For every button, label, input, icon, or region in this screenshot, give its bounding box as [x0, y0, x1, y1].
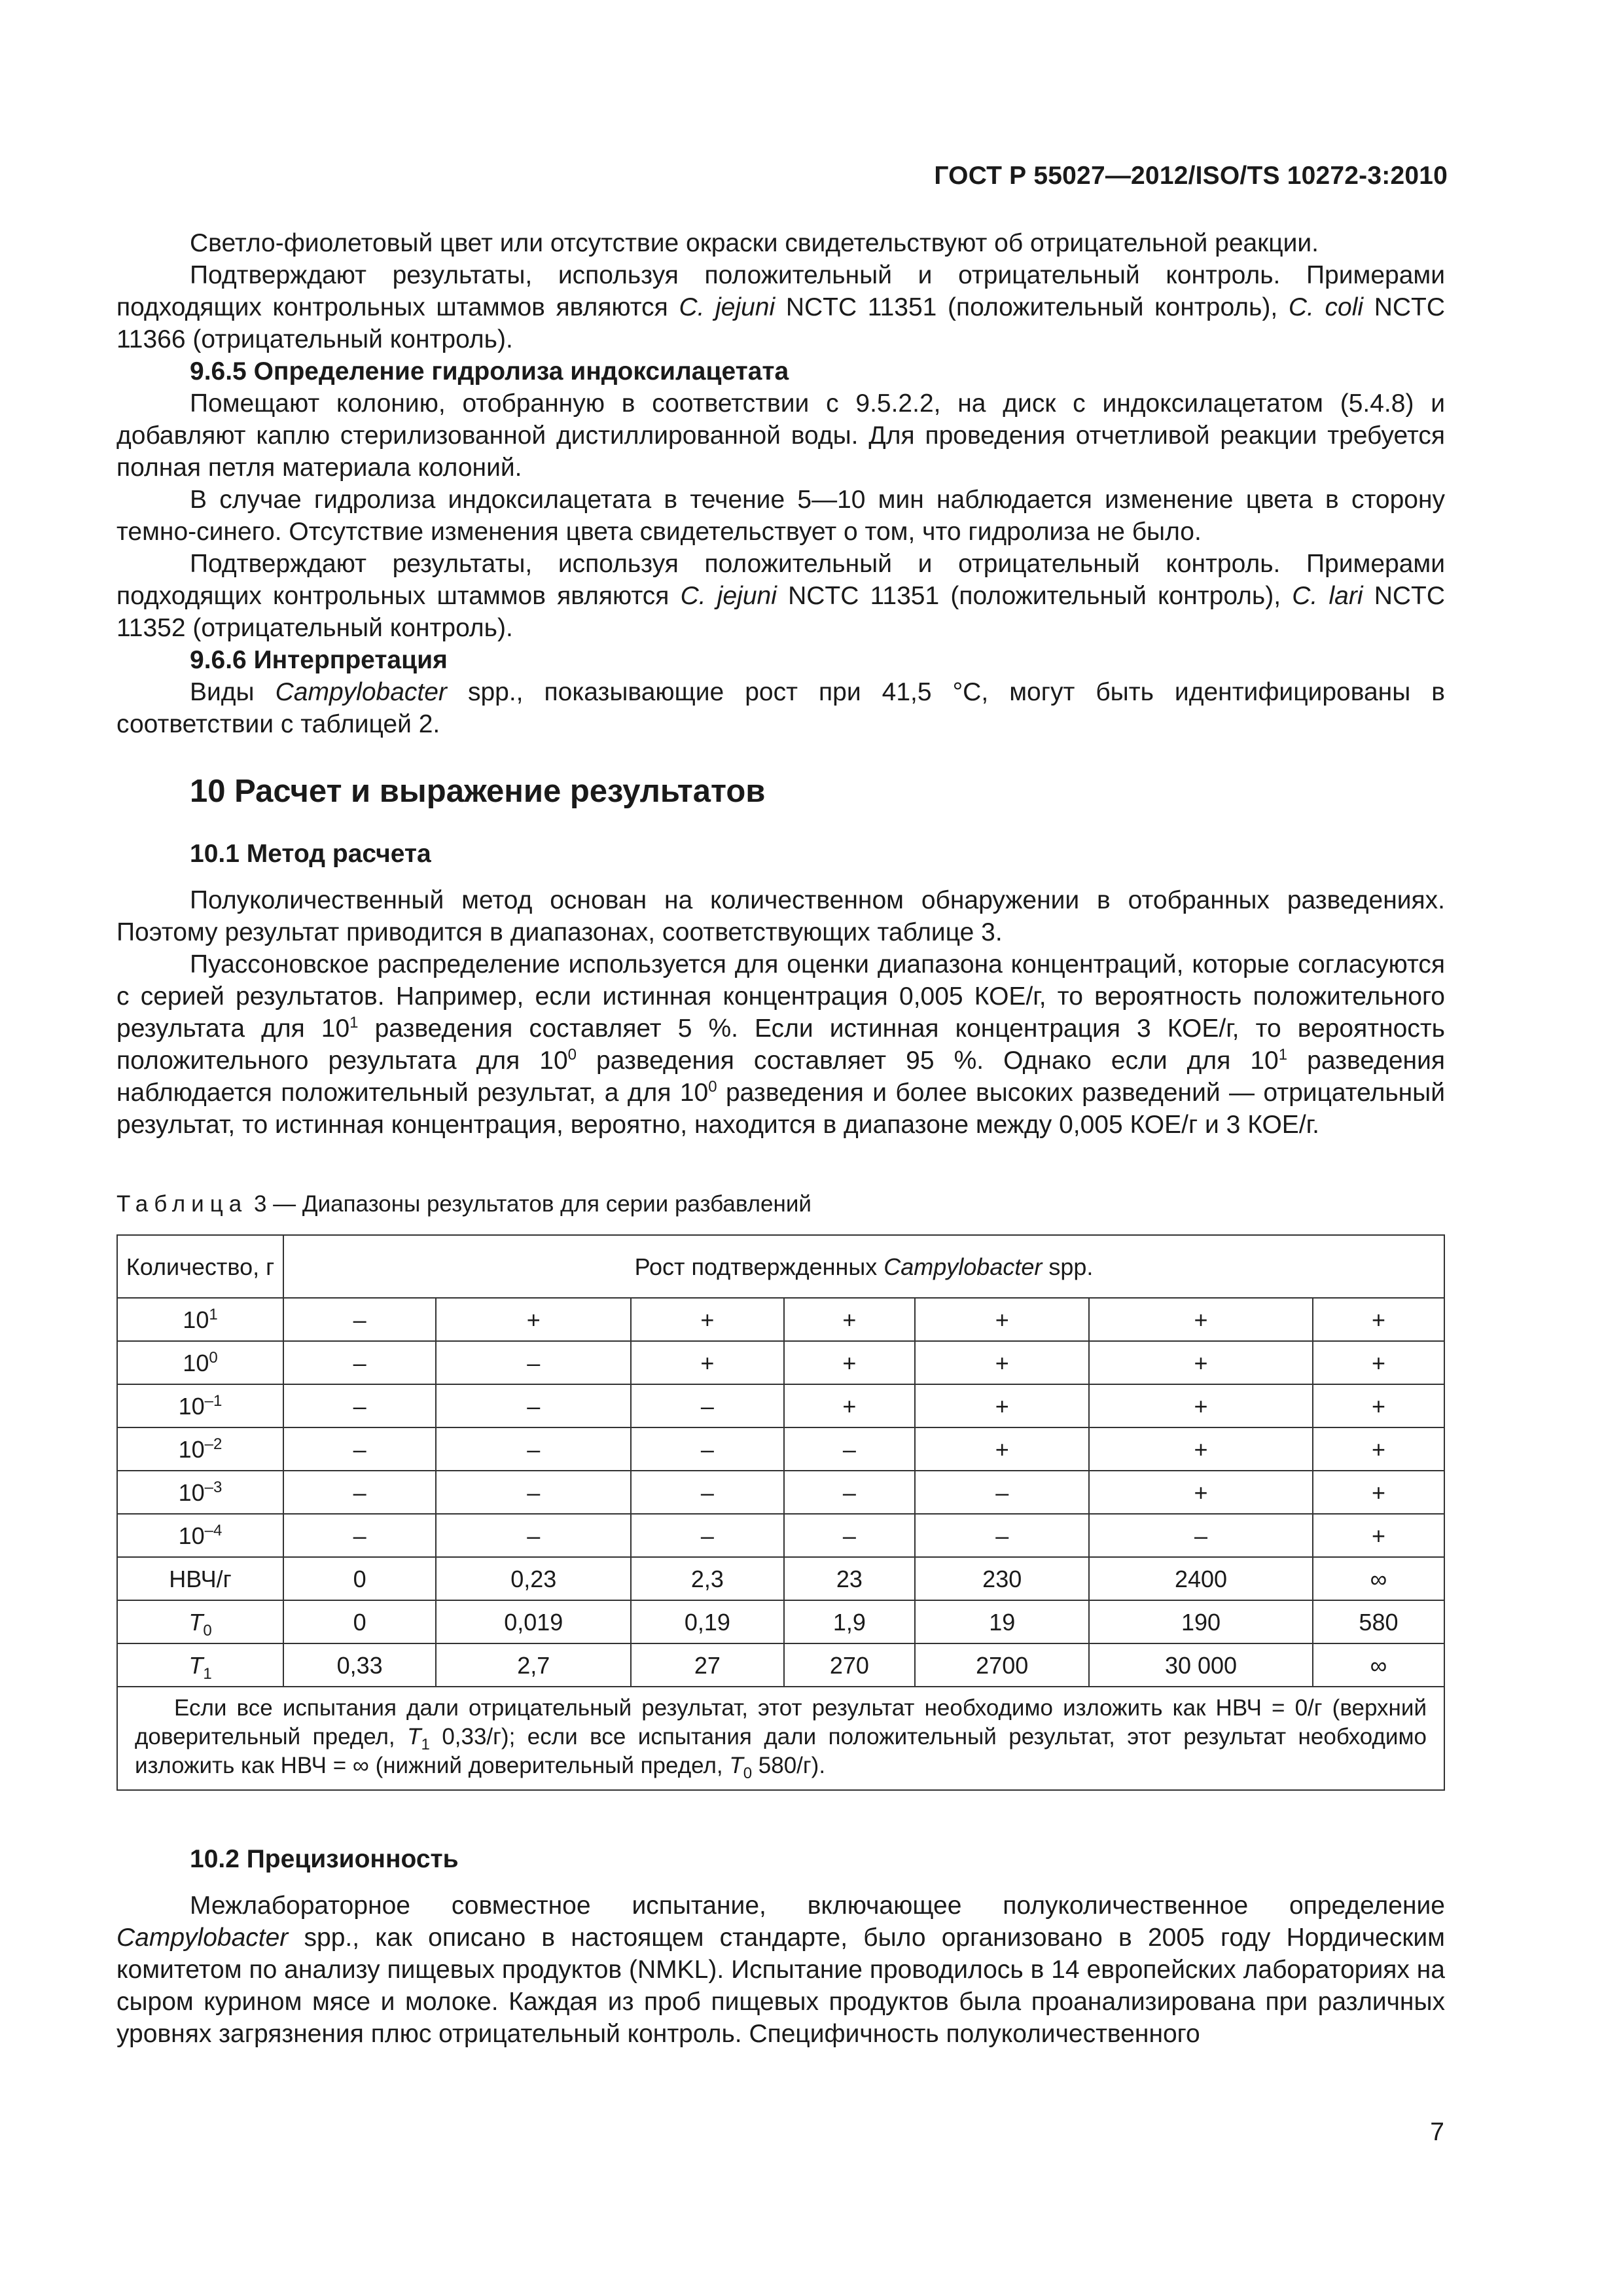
text: NCTC 11352 (отрицательный контроль).	[116, 582, 1446, 642]
row-label	[117, 1600, 283, 1643]
table-cell: +	[631, 1341, 783, 1384]
text: Помещают колонию, отобранную в соответствии с 9.5.2.2, на диск с индоксилацетатом (5.4.8) и добавляют каплю стерилизованной дистиллированной воды. Для проведения отчетливой реакции требуется полная петля материала колоний.	[116, 389, 1445, 482]
paragraph	[116, 884, 1445, 948]
page-number: 7	[1430, 2118, 1444, 2146]
table-cell: –	[915, 1471, 1089, 1514]
table-cell: 0,19	[631, 1600, 783, 1643]
table-cell: +	[784, 1384, 916, 1427]
text: 10	[178, 1392, 205, 1420]
text: 0,33/г); если все испытания дали положительный результат, этот результат необходимо изложить как НВЧ = ∞ (нижний доверительный предел,	[135, 1724, 1427, 1778]
text: Подтверждают результаты, используя положительный и отрицательный контроль. Примерами подходящих контрольных штаммов являются	[116, 550, 1445, 610]
table-cell: 0,23	[436, 1557, 631, 1600]
text: 10	[178, 1435, 205, 1463]
subscript: 1	[421, 1736, 430, 1753]
table-cell: –	[283, 1341, 436, 1384]
subscript: 0	[743, 1765, 753, 1782]
table-cell: +	[1089, 1427, 1313, 1471]
table-row	[117, 1514, 1444, 1557]
row-label	[117, 1514, 283, 1557]
table-cell: –	[1089, 1514, 1313, 1557]
table-cell: –	[283, 1298, 436, 1341]
results-table	[116, 1234, 1445, 1791]
exponent: –2	[204, 1435, 223, 1453]
genus-name: Campylobacter	[116, 1924, 289, 1952]
row-label	[117, 1471, 283, 1514]
table-cell: +	[1089, 1298, 1313, 1341]
table-cell: –	[631, 1471, 783, 1514]
table-cell: +	[1313, 1514, 1444, 1557]
table-cell: –	[784, 1514, 916, 1557]
table-cell: 27	[631, 1643, 783, 1687]
table-cell: 30 000	[1089, 1643, 1313, 1687]
table-cell: 0,33	[283, 1643, 436, 1687]
row-label	[117, 1384, 283, 1427]
subscript: 1	[203, 1664, 212, 1683]
caption-label: Таблица	[116, 1191, 248, 1217]
table-cell: +	[915, 1384, 1089, 1427]
table-cell: 0	[283, 1557, 436, 1600]
row-label	[117, 1341, 283, 1384]
text: T	[188, 1651, 204, 1679]
caption-text: 3 — Диапазоны результатов для серии разбавлений	[247, 1191, 812, 1217]
text: разведения составляет 95 %. Однако если для 10	[577, 1047, 1279, 1075]
table-cell: +	[1089, 1384, 1313, 1427]
document-header: ГОСТ Р 55027—2012/ISO/TS 10272-3:2010	[934, 162, 1448, 190]
table-cell: 2,7	[436, 1643, 631, 1687]
table-cell: 1,9	[784, 1600, 916, 1643]
table-row	[117, 1557, 1444, 1600]
text: разведения и более высоких разведений — отрицательный результат, то истинная концентрация, вероятно, находится в диапазоне между 0,005 КОЕ/г и 3 КОЕ/г.	[116, 1079, 1445, 1139]
paragraph	[116, 484, 1445, 548]
table-cell: 2400	[1089, 1557, 1313, 1600]
text: spp., показывающие рост при 41,5 °С, могут быть идентифицированы в соответствии с таблицей 2.	[116, 678, 1446, 738]
table-cell: +	[1089, 1471, 1313, 1514]
section-heading-9-6-5: 9.6.5 Определение гидролиза индоксилацетата	[190, 357, 789, 386]
section-heading-9-6-6: 9.6.6 Интерпретация	[190, 646, 448, 674]
paragraph	[116, 387, 1445, 484]
species-name: C. coli	[1288, 293, 1364, 321]
exponent: 0	[567, 1046, 577, 1064]
text: NCTC 11351 (положительный контроль),	[775, 293, 1289, 321]
table-cell: +	[915, 1298, 1089, 1341]
text: 580/г).	[752, 1753, 826, 1778]
table-header-row	[117, 1235, 1444, 1298]
table-cell: +	[436, 1298, 631, 1341]
text: Если все испытания дали отрицательный результат, этот результат необходимо изложить как НВЧ = 0/г (верхний доверительный предел,	[135, 1695, 1427, 1749]
table-cell: +	[1313, 1384, 1444, 1427]
table-cell: 230	[915, 1557, 1089, 1600]
genus-name: Campylobacter	[883, 1253, 1043, 1280]
table-cell: +	[631, 1298, 783, 1341]
paragraph	[116, 948, 1445, 1141]
text: 10	[178, 1479, 205, 1506]
table-cell: –	[631, 1427, 783, 1471]
table-cell: 2700	[915, 1643, 1089, 1687]
exponent: 1	[1278, 1046, 1288, 1064]
table-row	[117, 1384, 1444, 1427]
table-cell: +	[1313, 1427, 1444, 1471]
table-row	[117, 1341, 1444, 1384]
table-row	[117, 1298, 1444, 1341]
dilution-rows	[117, 1298, 1444, 1557]
table-cell: –	[283, 1427, 436, 1471]
table-cell: 2,3	[631, 1557, 783, 1600]
table-row	[117, 1471, 1444, 1514]
text: T	[407, 1724, 421, 1749]
table-cell: 270	[784, 1643, 916, 1687]
table-cell: ∞	[1313, 1557, 1444, 1600]
table-cell: –	[784, 1427, 916, 1471]
table-cell: –	[784, 1471, 916, 1514]
table-row	[117, 1427, 1444, 1471]
exponent: 1	[349, 1014, 359, 1031]
row-label	[117, 1643, 283, 1687]
text: Межлабораторное совместное испытание, включающее полуколичественное определение	[190, 1892, 1445, 1920]
text: 10	[178, 1522, 205, 1549]
table-cell: –	[631, 1514, 783, 1557]
table-cell: –	[631, 1384, 783, 1427]
table-cell: 0	[283, 1600, 436, 1643]
exponent: –3	[204, 1478, 223, 1496]
table-cell: ∞	[1313, 1643, 1444, 1687]
table-cell: –	[915, 1514, 1089, 1557]
section-heading-10-1: 10.1 Метод расчета	[190, 840, 431, 868]
table-cell: –	[436, 1384, 631, 1427]
table-cell: +	[915, 1341, 1089, 1384]
row-label: НВЧ/г	[117, 1557, 283, 1600]
row-label	[117, 1298, 283, 1341]
table-cell: –	[283, 1514, 436, 1557]
exponent: 0	[708, 1078, 717, 1096]
text: T	[188, 1608, 204, 1636]
table-cell: –	[283, 1471, 436, 1514]
table-cell: –	[436, 1514, 631, 1557]
paragraph	[116, 548, 1445, 644]
table-cell: 580	[1313, 1600, 1444, 1643]
text: spp., как описано в настоящем стандарте, было организовано в 2005 году Нордическим комитетом по анализу пищевых продуктов (NMKL). Испытание проводилось в 14 европейских лабораториях на сыром курином мясе и молоке. Каждая из проб пищевых продуктов была проанализирована при различных уровнях загрязнения плюс отрицательный контроль. Специфичность полуколичественного	[116, 1924, 1445, 2048]
table-row	[117, 1600, 1444, 1643]
text: Полуколичественный метод основан на количественном обнаружении в отобранных разведениях. Поэтому результат приводится в диапазонах, соответствующих таблице 3.	[116, 886, 1445, 946]
exponent: –1	[204, 1391, 223, 1410]
exponent: 1	[209, 1305, 218, 1323]
text: NCTC 11351 (положительный контроль),	[776, 582, 1293, 610]
paragraph	[116, 676, 1445, 740]
table-cell: +	[1313, 1471, 1444, 1514]
row-label	[117, 1427, 283, 1471]
table-cell: 190	[1089, 1600, 1313, 1643]
exponent: –4	[204, 1521, 223, 1539]
text: 10	[183, 1306, 209, 1333]
table-cell: 23	[784, 1557, 916, 1600]
table-cell: –	[436, 1427, 631, 1471]
table-row	[117, 1643, 1444, 1687]
exponent: 0	[209, 1348, 218, 1367]
text: Рост подтвержденных	[634, 1253, 884, 1280]
table-cell: –	[436, 1471, 631, 1514]
text: T	[729, 1753, 743, 1778]
table-cell: +	[1313, 1298, 1444, 1341]
species-name: C. jejuni	[680, 582, 777, 610]
table-cell: +	[784, 1298, 916, 1341]
table-header-cell: Количество, г	[117, 1235, 283, 1298]
text: разведения составляет 5 %. Если истинная концентрация 3 КОЕ/г, то вероятность положительного результата для 10	[116, 1014, 1445, 1075]
table-note	[117, 1687, 1444, 1790]
text: Виды	[190, 678, 276, 706]
text: Светло-фиолетовый цвет или отсутствие окраски свидетельствуют об отрицательной реакции.	[190, 229, 1319, 257]
species-name: C. jejuni	[679, 293, 776, 321]
paragraph	[116, 1890, 1445, 2050]
table-cell: 0,019	[436, 1600, 631, 1643]
text: spp.	[1042, 1253, 1094, 1280]
table-cell: +	[1089, 1341, 1313, 1384]
page-body	[116, 227, 1445, 2050]
table-cell: –	[436, 1341, 631, 1384]
section-heading-10: 10 Расчет и выражение результатов	[190, 774, 766, 809]
table-header-cell	[283, 1235, 1444, 1298]
text: В случае гидролиза индоксилацетата в течение 5—10 мин наблюдается изменение цвета в сторону темно-синего. Отсутствие изменения цвета свидетельствует о том, что гидролиза не было.	[116, 486, 1445, 546]
subscript: 0	[203, 1621, 212, 1640]
text: 10	[183, 1349, 209, 1376]
paragraph	[116, 259, 1445, 355]
genus-name: Campylobacter	[275, 678, 447, 706]
table-note-row	[117, 1687, 1444, 1790]
species-name: C. lari	[1292, 582, 1363, 610]
text: NCTC 11366 (отрицательный контроль).	[116, 293, 1446, 353]
table-cell: +	[784, 1341, 916, 1384]
text: Пуассоновское распределение используется для оценки диапазона концентраций, которые согласуются с серией результатов. Например, если истинная концентрация 0,005 КОЕ/г, то вероятность положительного результата для 10	[116, 950, 1445, 1043]
section-heading-10-2: 10.2 Прецизионность	[190, 1845, 459, 1873]
paragraph	[116, 227, 1445, 259]
table-cell: 19	[915, 1600, 1089, 1643]
table-caption	[116, 1188, 1445, 1220]
table-cell: +	[1313, 1341, 1444, 1384]
text: Подтверждают результаты, используя положительный и отрицательный контроль. Примерами подходящих контрольных штаммов являются	[116, 261, 1445, 321]
table-cell: +	[915, 1427, 1089, 1471]
table-cell: –	[283, 1384, 436, 1427]
text: разведения наблюдается положительный результат, а для 10	[116, 1047, 1445, 1107]
